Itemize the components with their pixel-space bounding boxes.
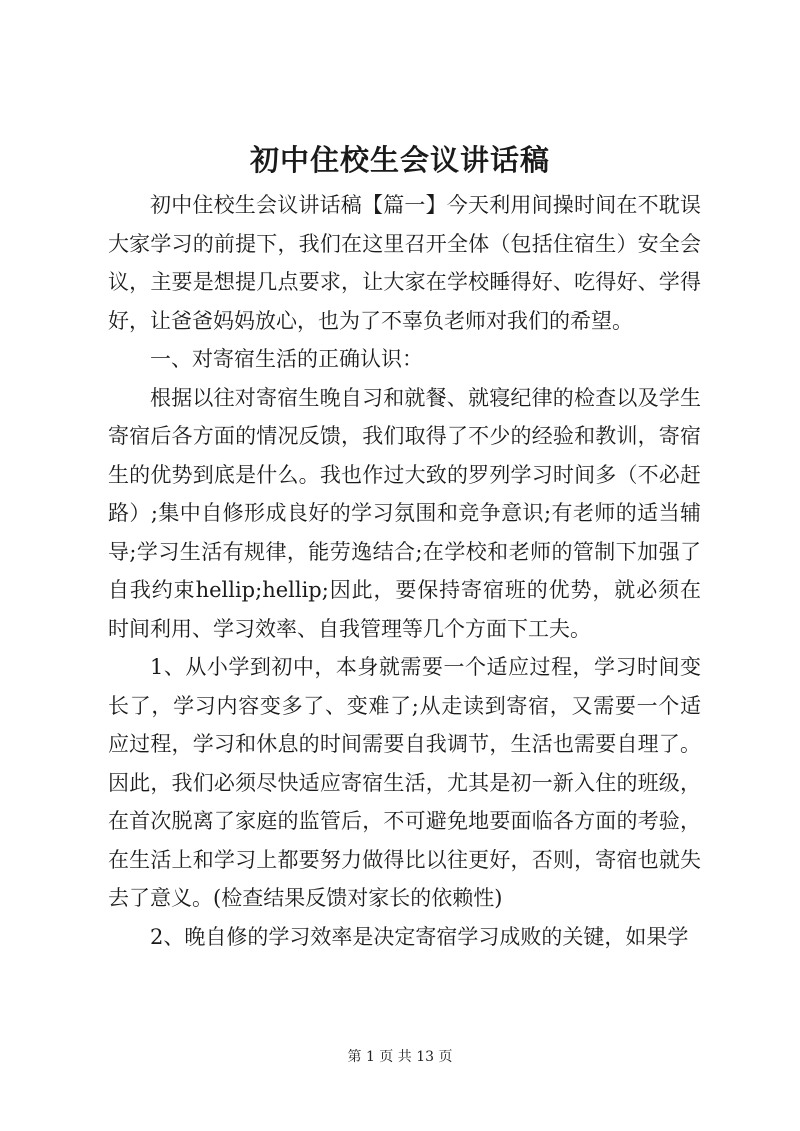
paragraph-intro: 初中住校生会议讲话稿【篇一】今天利用间操时间在不耽误大家学习的前提下，我们在这里召开全体（包括住宿生）安全会议，主要是想提几点要求，让大家在学校睡得好、吃得好、学得好，让爸爸妈妈放心，也为了不辜负老师对我们的希望。 (108, 193, 701, 333)
document-body (108, 186, 701, 956)
document-title: 初中住校生会议讲话稿 (249, 143, 550, 177)
paragraph-point-2: 2、晚自修的学习效率是决定寄宿学习成败的关键，如果学 (150, 924, 689, 949)
paragraph-point-1: 1、从小学到初中，本身就需要一个适应过程，学习时间变长了，学习内容变多了、变难了;从走读到寄宿，又需要一个适应过程，学习和休息的时间需要自我调节，生活也需要自理了。因此，我们必须尽快适应寄宿生活，尤其是初一新入住的班级，在首次脱离了家庭的监管后，不可避免地要面临各方面的考验，在生活上和学习上都要努力做得比以往更好，否则，寄宿也就失去了意义。(检查结果反馈对家长的依赖性) (108, 655, 701, 910)
page-footer: 第 1 页 共 13 页 (347, 1049, 453, 1065)
paragraph-advantages: 根据以往对寄宿生晚自习和就餐、就寝纪律的检查以及学生寄宿后各方面的情况反馈，我们取得了不少的经验和教训，寄宿生的优势到底是什么。我也作过大致的罗列学习时间多（不必赶路）;集中自修形成良好的学习氛围和竞争意识;有老师的适当辅导;学习生活有规律，能劳逸结合;在学校和老师的管制下加强了自我约束hellip;hellip;因此，要保持寄宿班的优势，就必须在时间利用、学习效率、自我管理等几个方面下工夫。 (108, 385, 701, 641)
section-heading-1: 一、对寄宿生活的正确认识： (150, 347, 423, 371)
